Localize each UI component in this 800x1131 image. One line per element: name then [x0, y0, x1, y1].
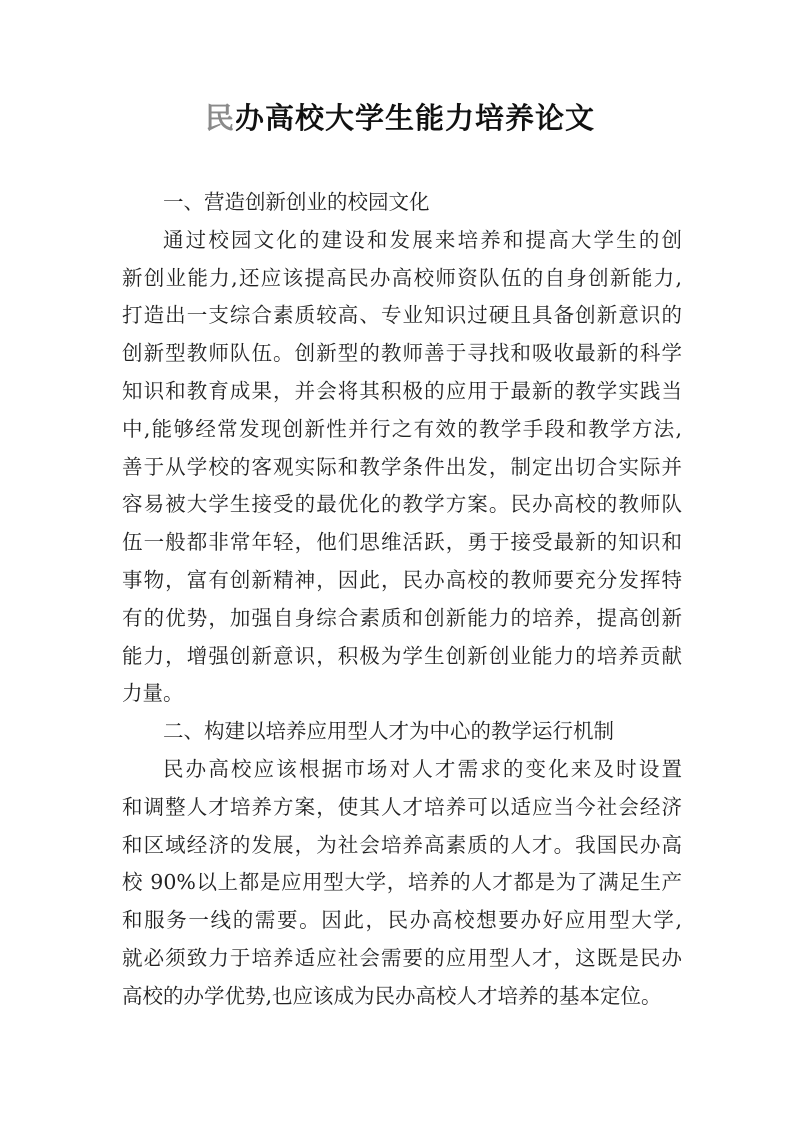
text-line: 新创业能力,还应该提高民办高校师资队伍的自身创新能力, — [122, 265, 682, 290]
text-line: 事物，富有创新精神，因此，民办高校的教师要充分发挥特 — [122, 567, 682, 592]
text-line: 中,能够经常发现创新性并行之有效的教学手段和教学方法, — [122, 416, 682, 441]
document-title — [0, 96, 800, 140]
text-line: 打造出一支综合素质较高、专业知识过硬且具备创新意识的 — [122, 303, 682, 328]
text-line: 容易被大学生接受的最优化的教学方案。民办高校的教师队 — [122, 492, 682, 517]
text-line: 有的优势，加强自身综合素质和创新能力的培养，提高创新 — [122, 605, 682, 630]
text-line: 通过校园文化的建设和发展来培养和提高大学生的创 — [163, 227, 682, 252]
text-line: 创新型教师队伍。创新型的教师善于寻找和吸收最新的科学 — [122, 341, 682, 366]
text-line: 和服务一线的需要。因此，民办高校想要办好应用型大学, — [122, 908, 682, 933]
text-line: 伍一般都非常年轻，他们思维活跃，勇于接受最新的知识和 — [122, 530, 682, 555]
text-line: 就必须致力于培养适应社会需要的应用型人才，这既是民办 — [122, 945, 682, 970]
text-line: 和调整人才培养方案，使其人才培养可以适应当今社会经济 — [122, 794, 682, 819]
text-line: 校 90%以上都是应用型大学，培养的人才都是为了满足生产 — [122, 870, 682, 895]
text-line: 善于从学校的客观实际和教学条件出发，制定出切合实际并 — [122, 454, 682, 479]
text-line: 民办高校应该根据市场对人才需求的变化来及时设置 — [163, 756, 682, 781]
document-title-rest: 办高校大学生能力培养论文 — [235, 101, 596, 135]
text-line: 高校的办学优势,也应该成为民办高校人才培养的基本定位。 — [122, 983, 662, 1008]
text-line: 二、构建以培养应用型人才为中心的教学运行机制 — [163, 719, 614, 744]
text-line: 知识和教育成果，并会将其积极的应用于最新的教学实践当 — [122, 378, 682, 403]
text-line: 和区域经济的发展，为社会培养高素质的人才。我国民办高 — [122, 832, 682, 857]
text-line: 力量。 — [122, 681, 184, 706]
document-title-first-char: 民 — [204, 101, 235, 135]
text-line: 能力，增强创新意识，积极为学生创新创业能力的培养贡献 — [122, 643, 682, 668]
text-line: 一、营造创新创业的校园文化 — [163, 190, 430, 214]
document-body — [122, 184, 682, 1016]
